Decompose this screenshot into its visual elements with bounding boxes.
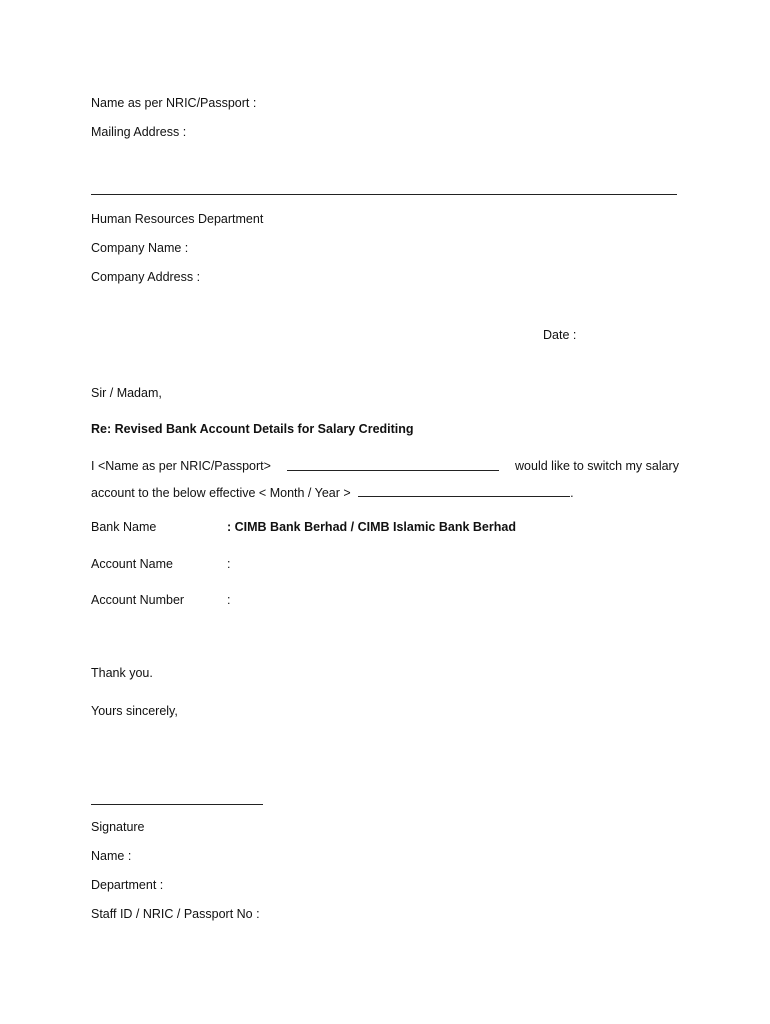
signature-line [91, 804, 263, 805]
body-line-1-end: would like to switch my salary [515, 459, 679, 473]
account-number-value: : [227, 593, 231, 607]
company-address-label: Company Address : [91, 270, 201, 284]
body-line-2-start: account to the below effective < Month / Year > [91, 486, 351, 500]
month-year-blank [358, 484, 570, 497]
thank-you-text: Thank you. [91, 666, 153, 680]
signature-label: Signature [91, 820, 145, 834]
bank-name-label: Bank Name [91, 520, 157, 534]
body-paragraph [91, 458, 679, 501]
sign-off-text: Yours sincerely, [91, 704, 178, 718]
salutation: Sir / Madam, [91, 386, 162, 400]
mailing-address-label: Mailing Address : [91, 125, 187, 139]
sender-name-label: Name as per NRIC/Passport : [91, 96, 257, 110]
name-blank [287, 458, 499, 471]
signatory-department-label: Department : [91, 878, 164, 892]
letter-subject: Re: Revised Bank Account Details for Salary Crediting [91, 422, 414, 436]
account-name-value: : [227, 557, 231, 571]
bank-name-value: : CIMB Bank Berhad / CIMB Islamic Bank Berhad [227, 520, 516, 534]
signatory-name-label: Name : [91, 849, 132, 863]
body-line-2-end: . [570, 486, 574, 500]
body-line-2 [91, 484, 679, 501]
account-name-label: Account Name [91, 557, 173, 571]
separator-line [91, 194, 677, 195]
date-label: Date : [543, 328, 577, 342]
recipient-department: Human Resources Department [91, 212, 264, 226]
account-number-label: Account Number [91, 593, 185, 607]
staff-id-label: Staff ID / NRIC / Passport No : [91, 907, 260, 921]
body-line-1-start: I <Name as per NRIC/Passport> [91, 459, 271, 473]
company-name-label: Company Name : [91, 241, 189, 255]
body-line-1 [91, 458, 679, 474]
